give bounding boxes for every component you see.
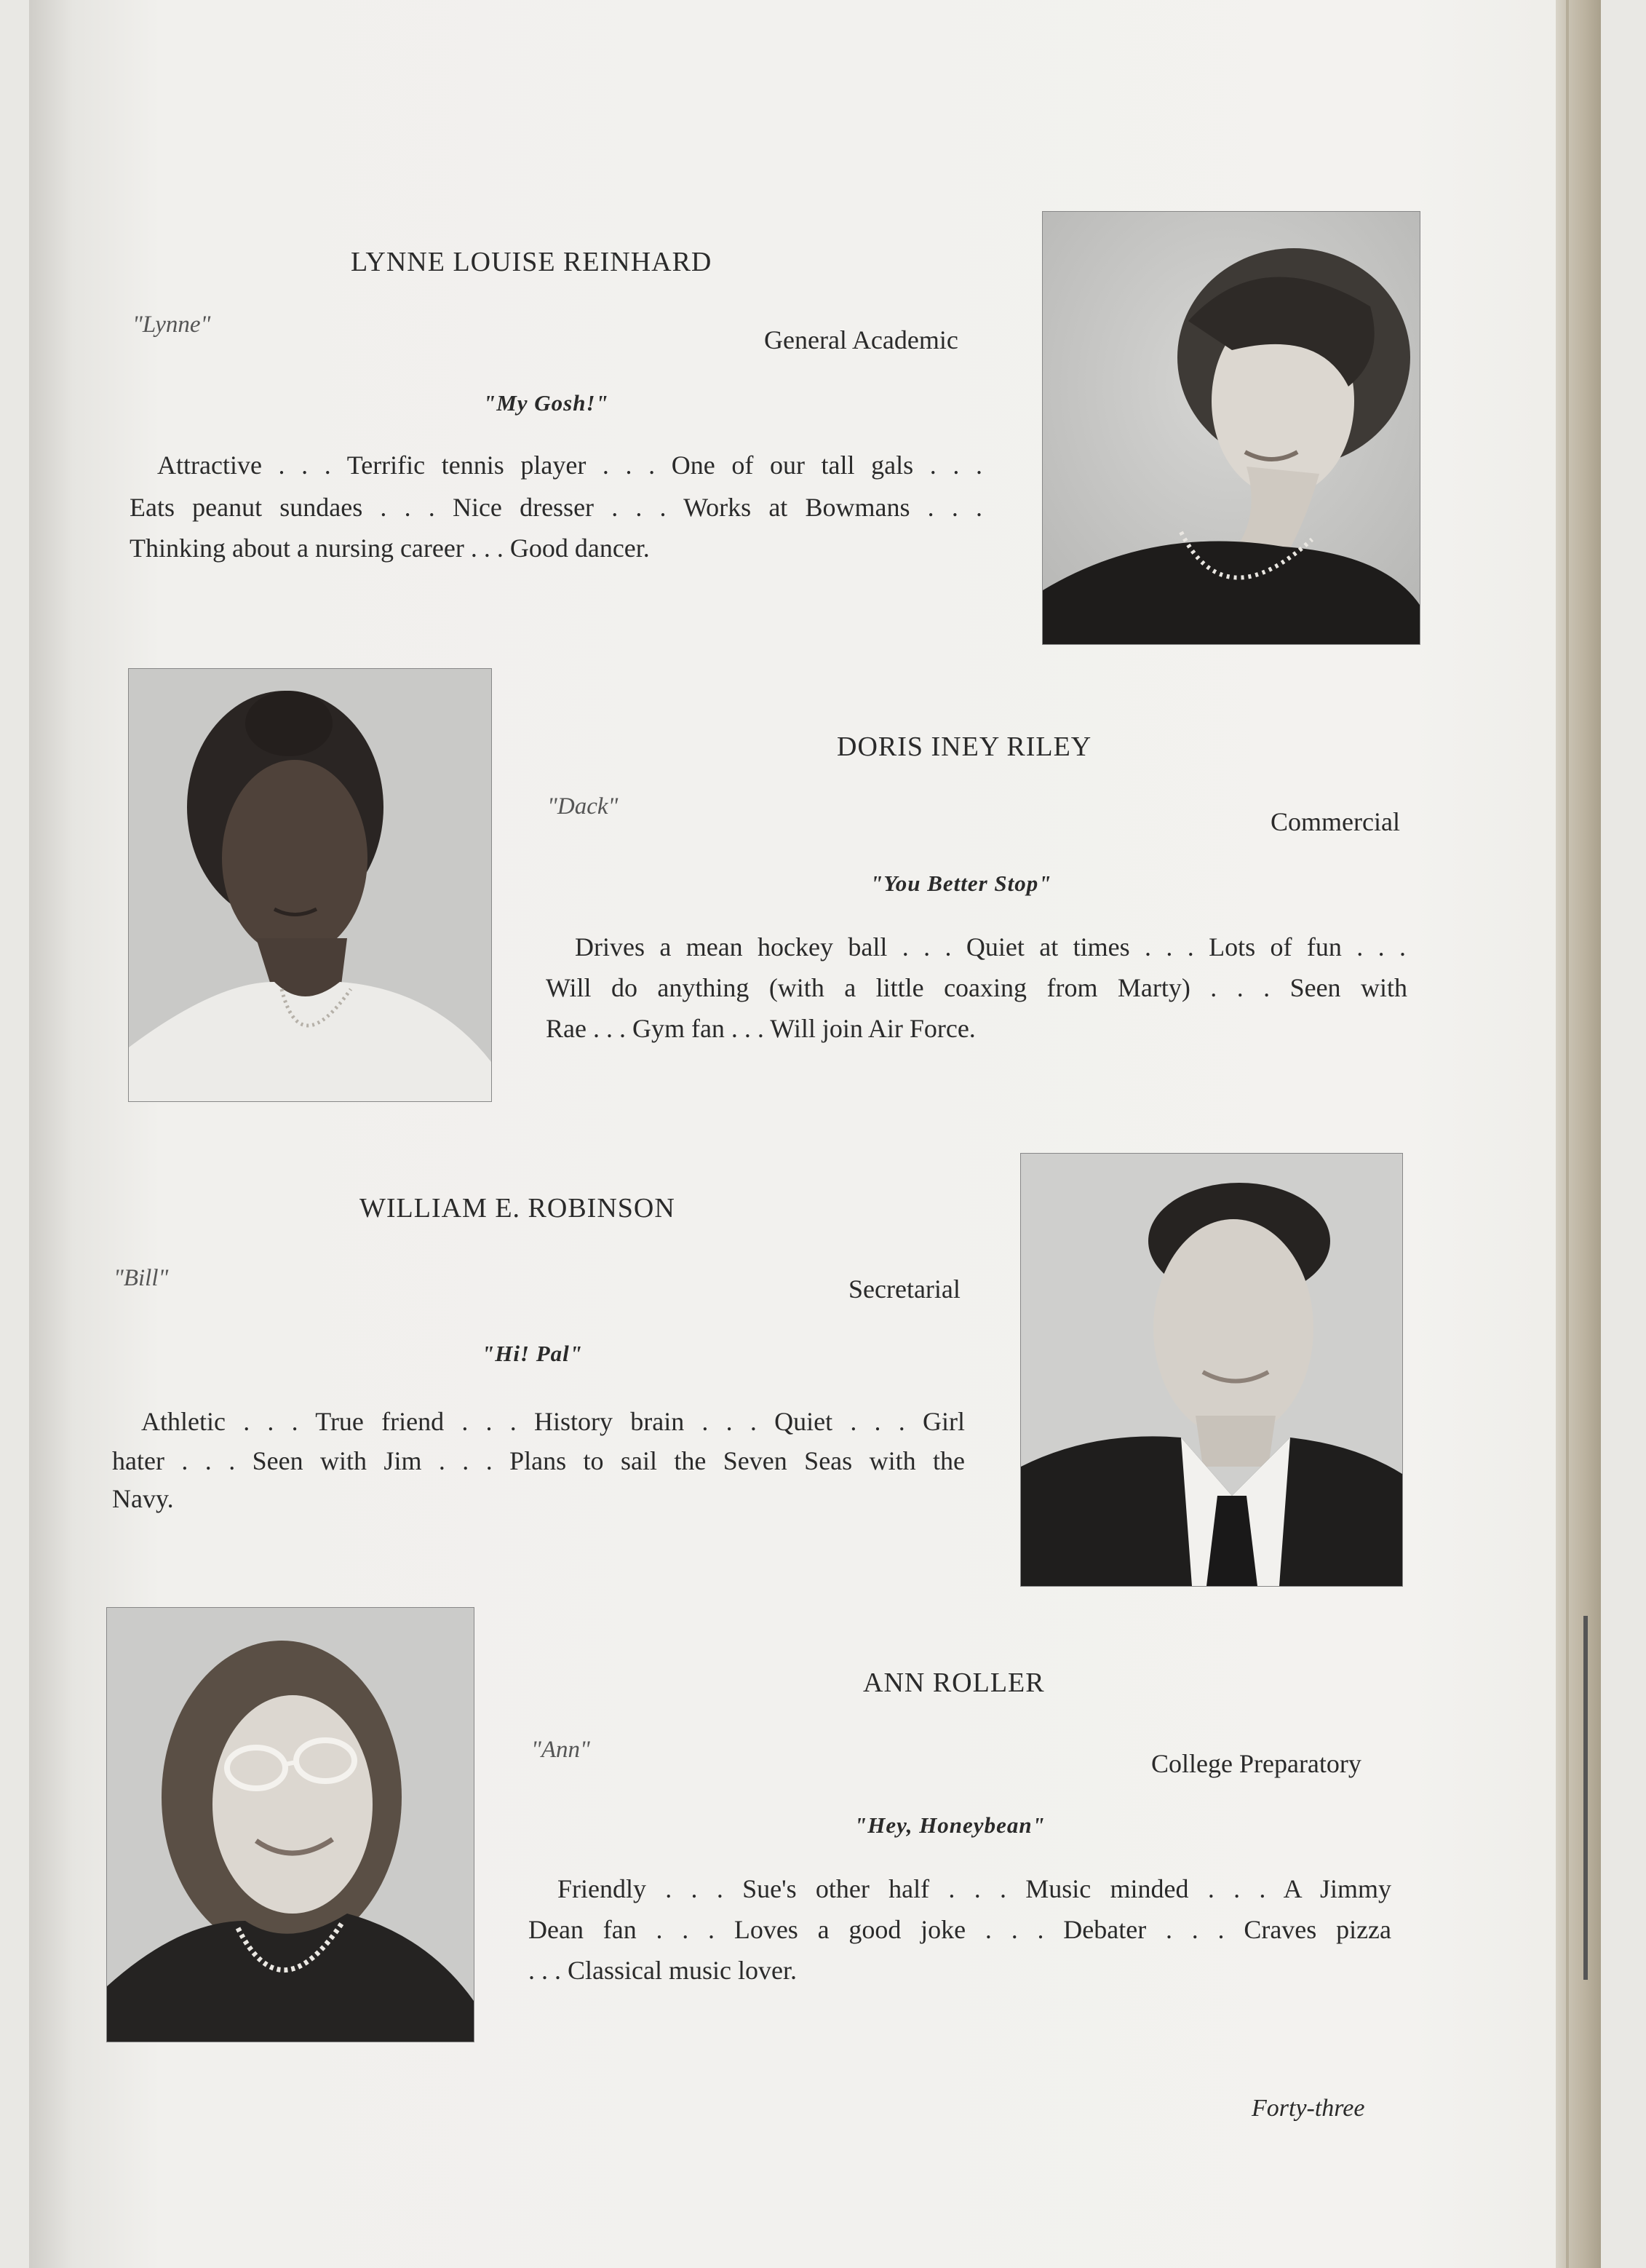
bio-line: Eats peanut sundaes . . . Nice dresser . . . Works at Bowmans . . . — [130, 493, 982, 522]
student-name: DORIS INEY RILEY — [837, 731, 1092, 762]
student-nickname: "Ann" — [531, 1737, 590, 1763]
bio-line: hater . . . Seen with Jim . . . Plans to sail the Seven Seas with the — [112, 1446, 965, 1475]
student-nickname: "Bill" — [114, 1265, 169, 1291]
book-binding — [1556, 0, 1601, 2268]
student-portrait-photo — [106, 1607, 474, 2042]
bio-line: Thinking about a nursing career . . . Good dancer. — [130, 534, 650, 563]
page-edge-mark — [1583, 1616, 1588, 1980]
student-quote: "Hey, Honeybean" — [854, 1812, 1046, 1838]
bio-line: Will do anything (with a little coaxing from Marty) . . . Seen with — [546, 973, 1407, 1002]
student-course: College Preparatory — [1151, 1749, 1361, 1778]
student-quote: "Hi! Pal" — [482, 1341, 584, 1366]
student-course: General Academic — [764, 325, 958, 354]
student-name: LYNNE LOUISE REINHARD — [351, 247, 712, 277]
student-nickname: "Lynne" — [132, 312, 211, 338]
bio-line: Attractive . . . Terrific tennis player . . . One of our tall gals . . . — [157, 451, 982, 480]
bio-line: Dean fan . . . Loves a good joke . . . Debater . . . Craves pizza — [528, 1915, 1391, 1944]
student-portrait-photo — [1020, 1153, 1403, 1587]
student-nickname: "Dack" — [547, 793, 619, 820]
student-portrait-photo — [128, 668, 492, 1102]
bio-line: Navy. — [112, 1484, 174, 1513]
page-number: Forty-three — [1252, 2095, 1365, 2122]
bio-line: Friendly . . . Sue's other half . . . Music minded . . . A Jimmy — [557, 1874, 1391, 1903]
bio-line: Rae . . . Gym fan . . . Will join Air Force. — [546, 1014, 976, 1043]
student-course: Secretarial — [848, 1274, 961, 1304]
bio-line: Drives a mean hockey ball . . . Quiet at times . . . Lots of fun . . . — [575, 932, 1406, 961]
student-quote: "My Gosh!" — [483, 390, 609, 416]
student-name: ANN ROLLER — [863, 1668, 1045, 1698]
student-course: Commercial — [1271, 807, 1400, 836]
student-name: WILLIAM E. ROBINSON — [359, 1193, 675, 1224]
bio-line: Athletic . . . True friend . . . History brain . . . Quiet . . . Girl — [141, 1407, 965, 1436]
student-quote: "You Better Stop" — [870, 871, 1052, 896]
bio-line: . . . Classical music lover. — [528, 1956, 797, 1985]
student-portrait-photo — [1042, 211, 1420, 645]
